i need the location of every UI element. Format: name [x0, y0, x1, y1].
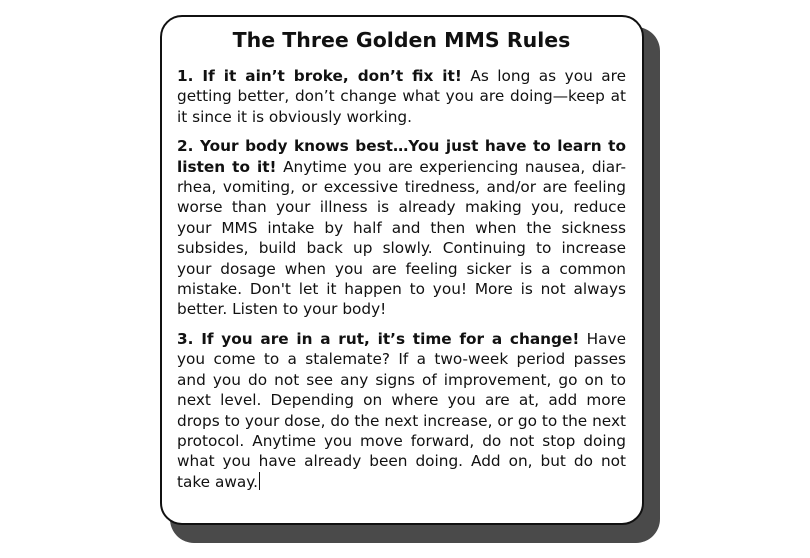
rule-3	[177, 329, 626, 492]
rule-1-lead: 1. If it ain’t broke, don’t fix it!	[177, 67, 462, 85]
rules-box	[160, 15, 644, 525]
rule-2-lead: 2. Your body knows best…You just have to learn to listen to it!	[177, 137, 626, 176]
text-cursor	[259, 472, 260, 490]
rule-3-body: Have you come to a stalemate? If a two-week period passes and you do not see any signs of improvement, go on to next level. Depending on where you are at, add more drops to your dose, do the next increase, or go to the next protocol. Anytime you move forward, do not stop doing what you have already been doing. Add on, but do not take away.	[177, 329, 626, 491]
rule-1-body: As long as you are getting better, don’t change what you are doing—keep at it since it is obviously working.	[177, 67, 626, 126]
rule-3-lead: 3. If you are in a rut, it’s time for a change!	[177, 329, 580, 348]
rule-1	[177, 66, 626, 127]
box-title: The Three Golden MMS Rules	[232, 28, 571, 52]
rule-2-body: Anytime you are experiencing nausea, diar-rhea, vomiting, or excessive tiredness, and/or are feeling worse than your illness is already making you, reduce your MMS intake by half and then when the sickness subsides, build back up slowly. Continuing to increase your dosage when you are feeling sicker is a common mistake. Don't let it happen to you! More is not always better. Listen to your body!	[177, 157, 626, 319]
rule-2	[177, 136, 626, 320]
